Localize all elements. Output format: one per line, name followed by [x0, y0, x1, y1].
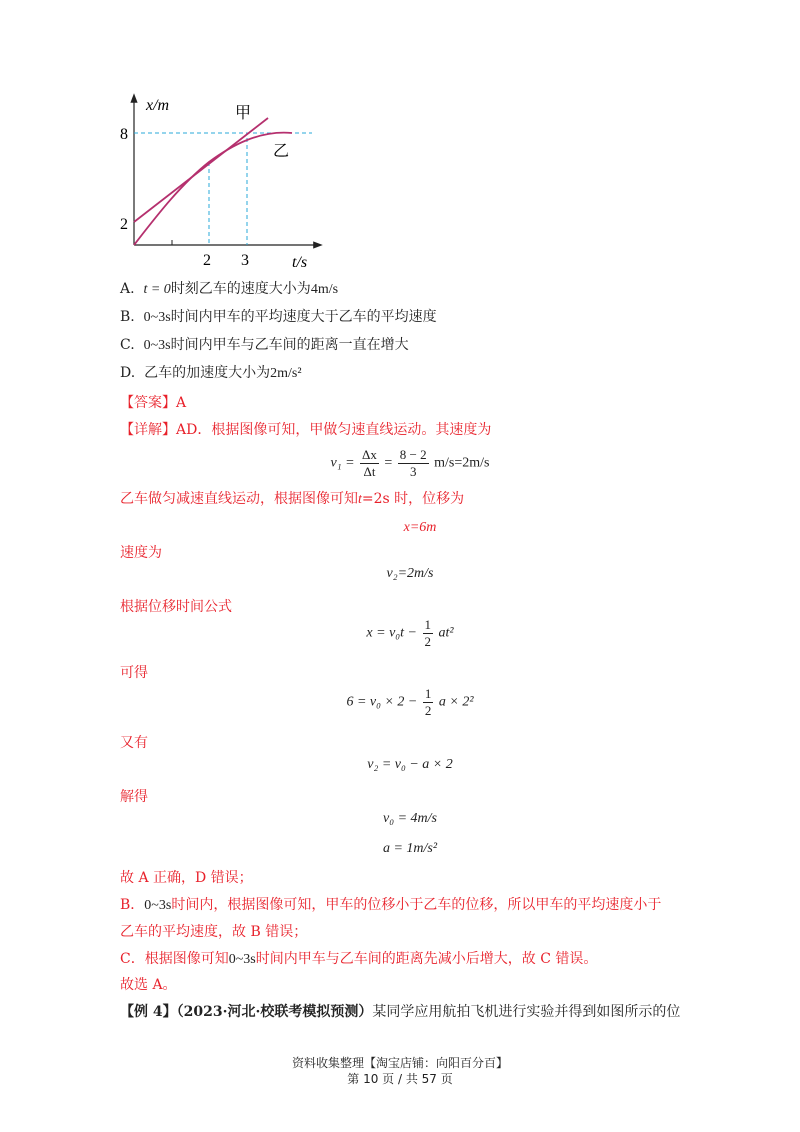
example-4: 【例 4】（2023·河北·校联考模拟预测）某同学应用航拍飞机进行实验并得到如图所示的位 — [120, 1004, 681, 1020]
line-yi: 乙车做匀减速直线运动，根据图像可知t=2s 时，位移为 — [120, 491, 465, 507]
xt-graph — [120, 90, 330, 275]
option-d: D. 乙车的加速度大小为2m/s² — [120, 365, 302, 381]
curve-yi — [134, 133, 292, 245]
y-tick-8: 8 — [120, 126, 128, 143]
x-tick-2: 2 — [203, 252, 211, 269]
y-axis-label: x/m — [146, 97, 170, 114]
option-b: B. 0~3s时间内甲车的平均速度大于乙车的平均速度 — [120, 309, 437, 325]
label-jia: 甲 — [235, 105, 252, 122]
x-tick-3: 3 — [241, 252, 249, 269]
jiede-label: 解得 — [120, 789, 148, 805]
final-answer: 故选 A。 — [120, 977, 177, 993]
b-line-1: B．0~3s时间内，根据图像可知，甲车的位移小于乙车的位移，所以甲车的平均速度小于 — [120, 897, 662, 913]
detail-intro: 【详解】AD．根据图像可知，甲做匀速直线运动。其速度为 — [120, 422, 492, 438]
equation-v: v₂ = v₀ − a × 2 — [367, 757, 453, 772]
y-tick-2: 2 — [120, 216, 128, 233]
c-line: C．根据图像可知0~3s时间内甲车与乙车间的距离先减小后增大，故 C 错误。 — [120, 951, 598, 967]
x-axis-label: t/s — [292, 254, 308, 271]
option-a: A. t = 0时刻乙车的速度大小为4m/s — [120, 281, 339, 297]
b-line-2: 乙车的平均速度，故 B 错误； — [120, 924, 308, 940]
formula-label: 根据位移时间公式 — [120, 599, 232, 615]
equation-v1: v₁ = $\frac{\Delta x}{\Delta t}$ = $\frac{8 - 2}{3}$ m/s=2m/s — [330, 447, 490, 479]
equation-substitute: 6 = v₀ × 2 − $\frac{1}{2}$ a × 2² — [346, 686, 474, 718]
kede-label: 可得 — [120, 665, 148, 681]
youyou-label: 又有 — [120, 735, 148, 751]
footer-source: 资料收集整理【淘宝店铺：向阳百分百】 — [291, 1056, 508, 1070]
conclusion-ad: 故 A 正确，D 错误； — [120, 870, 253, 886]
label-yi: 乙 — [273, 143, 290, 160]
speed-label: 速度为 — [120, 545, 162, 561]
equation-formula: x = v₀t − $\frac{1}{2}$ at² — [366, 617, 454, 649]
equation-a: a = 1m/s² — [382, 841, 438, 856]
option-c: C. 0~3s时间内甲车与乙车间的距离一直在增大 — [120, 337, 409, 353]
footer-page: 第 10 页 / 共 57 页 — [347, 1072, 453, 1086]
equation-x6: x=6m — [403, 520, 437, 535]
answer: 【答案】A — [120, 395, 187, 411]
equation-v0: v₀ = 4m/s — [383, 811, 437, 826]
equation-v2: v₂=2m/s — [386, 566, 434, 581]
line-jia — [134, 118, 268, 222]
